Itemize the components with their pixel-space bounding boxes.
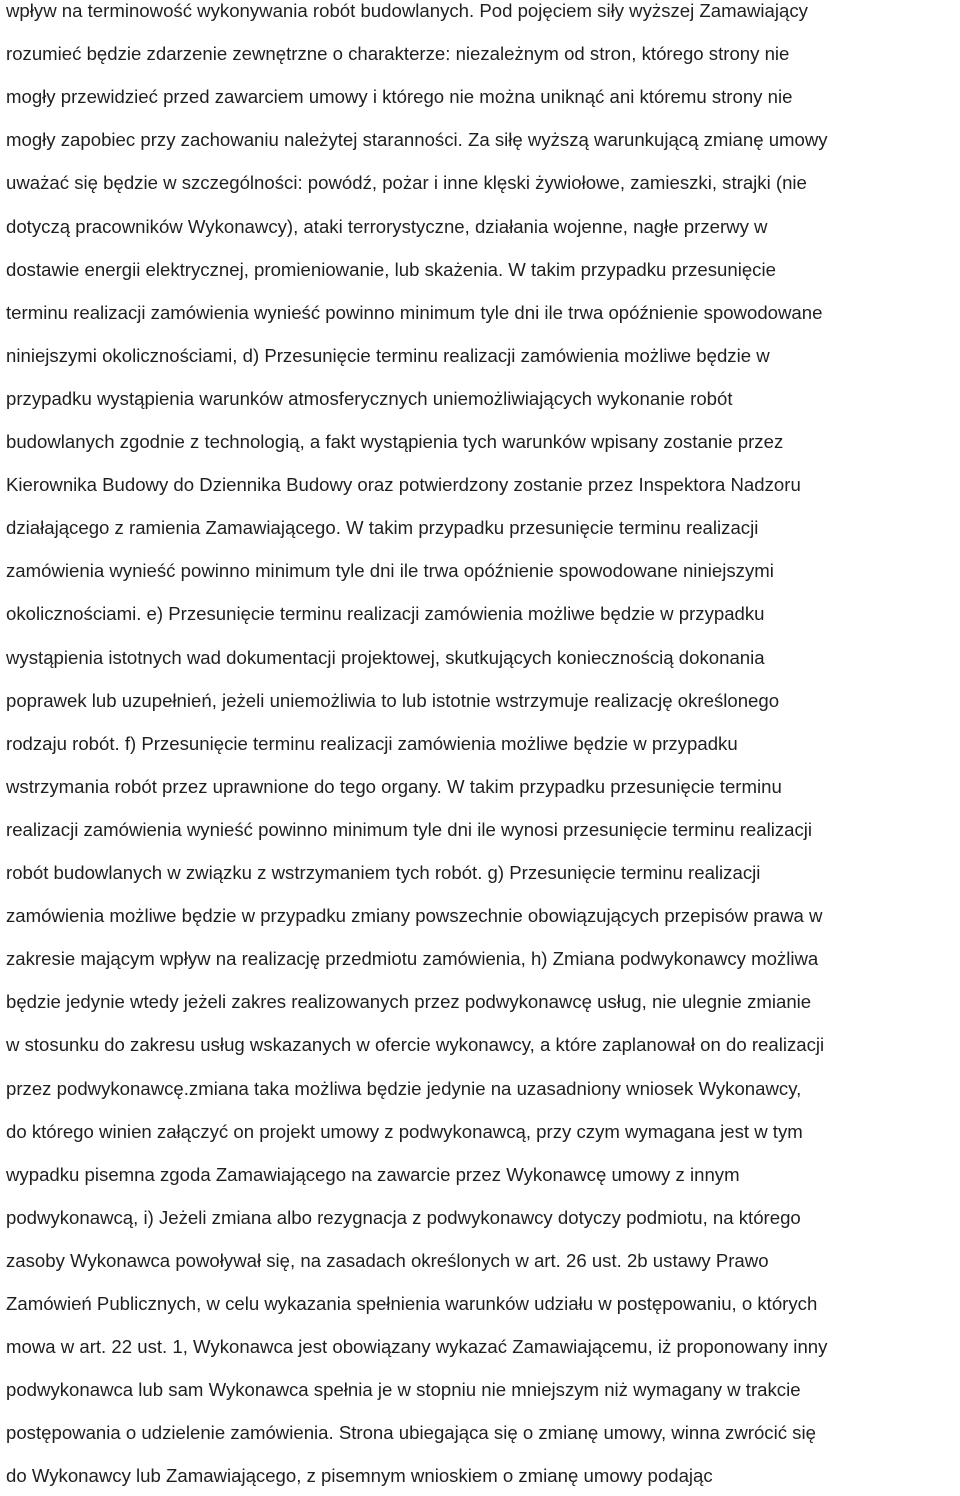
document-text-line: zakresie mającym wpływ na realizację przedmiotu zamówienia, h) Zmiana podwykonawcy możliwa [6, 948, 819, 969]
document-text-line: mowa w art. 22 ust. 1, Wykonawca jest obowiązany wykazać Zamawiającemu, iż proponowany inny [6, 1336, 828, 1357]
document-text-line: przypadku wystąpienia warunków atmosferycznych uniemożliwiających wykonanie robót [6, 388, 733, 409]
document-text-line: wypadku pisemna zgoda Zamawiającego na zawarcie przez Wykonawcę umowy z innym [6, 1164, 740, 1185]
document-text-line: będzie jedynie wtedy jeżeli zakres realizowanych przez podwykonawcę usług, nie ulegnie zmianie [6, 991, 812, 1012]
document-text-line: zamówienia możliwe będzie w przypadku zmiany powszechnie obowiązujących przepisów prawa w [6, 905, 823, 926]
document-text-line: realizacji zamówienia wynieść powinno minimum tyle dni ile wynosi przesunięcie terminu realizacji [6, 819, 813, 840]
document-text-line: do którego winien załączyć on projekt umowy z podwykonawcą, przy czym wymagana jest w tym [6, 1121, 803, 1142]
document-text-line: budowlanych zgodnie z technologią, a fakt wystąpienia tych warunków wpisany zostanie przez [6, 431, 784, 452]
document-text-line: do Wykonawcy lub Zamawiającego, z pisemnym wnioskiem o zmianę umowy podając [6, 1465, 713, 1486]
document-text-line: mogły zapobiec przy zachowaniu należytej staranności. Za siłę wyższą warunkującą zmianę umowy [6, 129, 828, 150]
document-text-line: wpływ na terminowość wykonywania robót budowlanych. Pod pojęciem siły wyższej Zamawiający [6, 0, 808, 21]
document-text-line: wstrzymania robót przez uprawnione do tego organy. W takim przypadku przesunięcie terminu [6, 776, 782, 797]
document-text-line: dostawie energii elektrycznej, promieniowanie, lub skażenia. W takim przypadku przesunięcie [6, 259, 776, 280]
document-text-line: podwykonawca lub sam Wykonawca spełnia je w stopniu nie mniejszym niż wymagany w trakcie [6, 1379, 801, 1400]
document-text-line: postępowania o udzielenie zamówienia. Strona ubiegająca się o zmianę umowy, winna zwrócić się [6, 1422, 816, 1443]
document-text-line: zasoby Wykonawca powoływał się, na zasadach określonych w art. 26 ust. 2b ustawy Prawo [6, 1250, 769, 1271]
document-text-line: zamówienia wynieść powinno minimum tyle dni ile trwa opóźnienie spowodowane niniejszymi [6, 560, 774, 581]
document-text-line: mogły przewidzieć przed zawarciem umowy i którego nie można uniknąć ani któremu strony nie [6, 86, 793, 107]
document-text-line: Kierownika Budowy do Dziennika Budowy oraz potwierdzony zostanie przez Inspektora Nadzoru [6, 474, 801, 495]
document-text-line: uważać się będzie w szczególności: powódź, pożar i inne klęski żywiołowe, zamieszki, strajki (nie [6, 172, 807, 193]
document-text-line: w stosunku do zakresu usług wskazanych w ofercie wykonawcy, a które zaplanował on do realizacji [6, 1034, 825, 1055]
document-text-line: robót budowlanych w związku z wstrzymaniem tych robót. g) Przesunięcie terminu realizacji [6, 862, 761, 883]
document-text-line: Zamówień Publicznych, w celu wykazania spełnienia warunków udziału w postępowaniu, o których [6, 1293, 818, 1314]
document-text-line: niniejszymi okolicznościami, d) Przesunięcie terminu realizacji zamówienia możliwe będzie w [6, 345, 770, 366]
document-text-line: dotyczą pracowników Wykonawcy), ataki terrorystyczne, działania wojenne, nagłe przerwy w [6, 216, 768, 237]
document-text-line: wystąpienia istotnych wad dokumentacji projektowej, skutkujących koniecznością dokonania [6, 647, 765, 668]
document-text-line: podwykonawcą, i) Jeżeli zmiana albo rezygnacja z podwykonawcy dotyczy podmiotu, na którego [6, 1207, 801, 1228]
document-text-line: rozumieć będzie zdarzenie zewnętrzne o charakterze: niezależnym od stron, którego strony nie [6, 43, 790, 64]
document-text-line: okolicznościami. e) Przesunięcie terminu realizacji zamówienia możliwe będzie w przypadku [6, 603, 765, 624]
document-text-line: działającego z ramienia Zamawiającego. W takim przypadku przesunięcie terminu realizacji [6, 517, 759, 538]
document-text-line: poprawek lub uzupełnień, jeżeli uniemożliwia to lub istotnie wstrzymuje realizację określonego [6, 690, 780, 711]
document-text-line: rodzaju robót. f) Przesunięcie terminu realizacji zamówienia możliwe będzie w przypadku [6, 733, 738, 754]
document-text-line: terminu realizacji zamówienia wynieść powinno minimum tyle dni ile trwa opóźnienie spowodowane [6, 302, 823, 323]
document-text-line: przez podwykonawcę.zmiana taka możliwa będzie jedynie na uzasadniony wniosek Wykonawcy, [6, 1078, 802, 1099]
